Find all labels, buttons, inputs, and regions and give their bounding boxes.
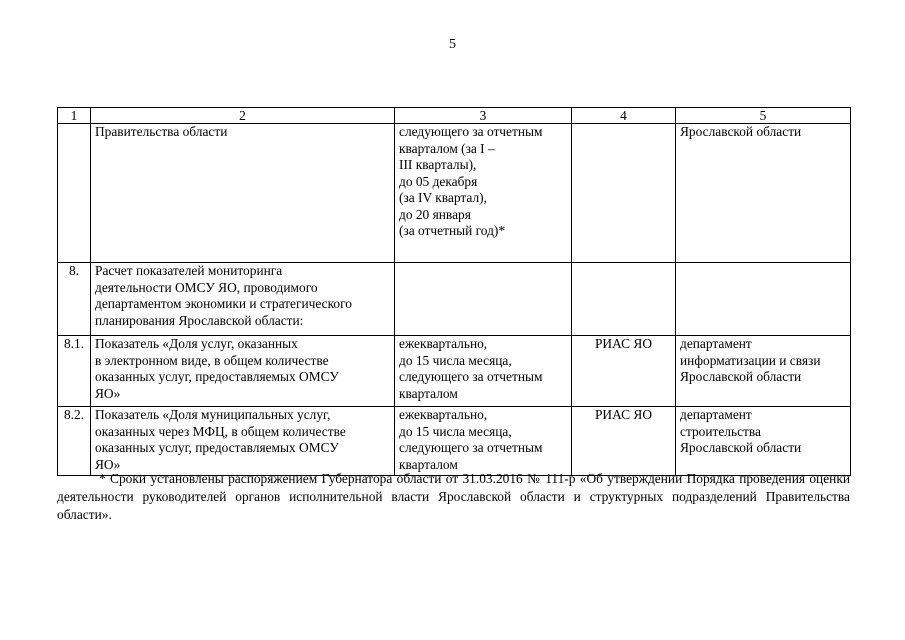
- text-line: следующего за отчетным: [399, 369, 543, 384]
- row-number: [58, 124, 91, 263]
- text-line: строительства: [680, 423, 761, 439]
- text-line: Ярославской области: [680, 369, 802, 384]
- row-source: [572, 124, 676, 263]
- text-line: до 05 декабря: [399, 173, 478, 189]
- text-line: оказанных услуг, предоставляемых ОМСУ: [95, 440, 339, 455]
- table-header-row: [58, 108, 851, 124]
- row-responsible: [676, 336, 851, 407]
- row-responsible: [676, 263, 851, 336]
- row-description: [91, 124, 395, 263]
- text-line: планирования Ярославской области:: [95, 312, 304, 328]
- row-responsible: [676, 124, 851, 263]
- text-line: (за IV квартал),: [399, 190, 487, 205]
- table-row: [58, 124, 851, 263]
- header-col-4: 4: [572, 108, 676, 124]
- page-number: 5: [449, 37, 456, 52]
- row-source: [572, 263, 676, 336]
- text-line: Показатель «Доля муниципальных услуг,: [95, 407, 331, 422]
- row-number: 8.2.: [58, 407, 91, 476]
- text-line: до 15 числа месяца,: [399, 423, 512, 439]
- text-line: ЯО»: [95, 456, 121, 472]
- text-line: оказанных через МФЦ, в общем количестве: [95, 423, 346, 439]
- text-line: кварталом: [399, 385, 458, 401]
- text-line: департамент: [680, 336, 752, 351]
- text-line: кварталом: [399, 456, 458, 472]
- text-line: до 20 января: [399, 206, 471, 222]
- text-line: Показатель «Доля услуг, оказанных: [95, 336, 298, 351]
- footnote: * Сроки установлены распоряжением Губернатора области от 31.03.2016 № 111-р «Об утверждении Порядка проведения оценки деятельности руководителей органов исполнительной власти Ярославской области и структурных подразделений Правительства области».: [57, 471, 850, 522]
- row-description: [91, 407, 395, 476]
- text-line: до 15 числа месяца,: [399, 352, 512, 368]
- table-row: [58, 336, 851, 407]
- row-description: [91, 336, 395, 407]
- row-number: 8.: [58, 263, 91, 336]
- row-source: РИАС ЯО: [572, 407, 676, 476]
- header-col-3: 3: [395, 108, 572, 124]
- row-deadline: [395, 263, 572, 336]
- row-description: [91, 263, 395, 336]
- text-line: оказанных услуг, предоставляемых ОМСУ: [95, 369, 339, 384]
- text-line: департаментом экономики и стратегического: [95, 296, 352, 311]
- text-line: ЯО»: [95, 385, 121, 401]
- text-line: Ярославской области: [680, 440, 802, 455]
- text-line: кварталом (за I –: [399, 140, 495, 156]
- text-line: в электронном виде, в общем количестве: [95, 352, 329, 368]
- text-line: Правительства области: [95, 124, 228, 139]
- text-line: деятельности ОМСУ ЯО, проводимого: [95, 279, 318, 295]
- text-line: ежеквартально,: [399, 407, 488, 422]
- table-row: [58, 407, 851, 476]
- text-line: (за отчетный год)*: [399, 223, 506, 238]
- header-col-1: 1: [58, 108, 91, 124]
- text-line: информатизации и связи: [680, 352, 821, 368]
- header-col-2: 2: [91, 108, 395, 124]
- text-line: департамент: [680, 407, 752, 422]
- row-deadline: [395, 124, 572, 263]
- text-line: следующего за отчетным: [399, 124, 543, 139]
- text-line: следующего за отчетным: [399, 440, 543, 455]
- text-line: Ярославской области: [680, 124, 802, 139]
- table-row: [58, 263, 851, 336]
- monitoring-table: [57, 107, 851, 476]
- row-number: 8.1.: [58, 336, 91, 407]
- row-responsible: [676, 407, 851, 476]
- row-deadline: [395, 407, 572, 476]
- text-line: ежеквартально,: [399, 336, 488, 351]
- header-col-5: 5: [676, 108, 851, 124]
- row-source: РИАС ЯО: [572, 336, 676, 407]
- text-line: Расчет показателей мониторинга: [95, 263, 283, 278]
- row-deadline: [395, 336, 572, 407]
- text-line: III кварталы),: [399, 157, 477, 172]
